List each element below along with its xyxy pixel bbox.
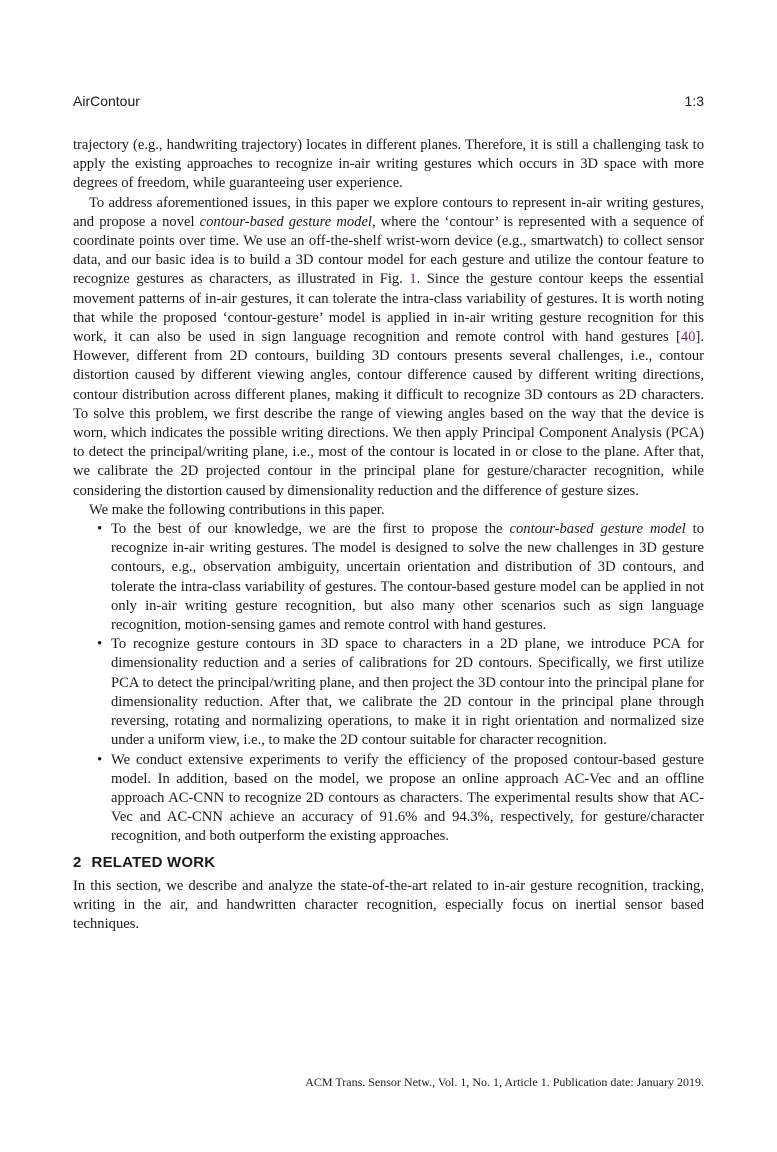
paragraph-2 <box>73 194 704 501</box>
paragraph-4: In this section, we describe and analyze the state-of-the-art related to in-air gesture recognition, tracking, writing in the air, and handwritten character recognition, especially focus on inertial sensor based techniques. <box>73 877 704 932</box>
paragraph-2-emphasis: contour-based gesture model <box>199 213 372 230</box>
list-item: • We conduct extensive experiments to verify the efficiency of the proposed contour-based gesture model. In addition, based on the model, we propose an online approach AC-Vec and an offline approach AC-CNN to recognize 2D contours as characters. The experimental results show that AC-Vec and AC-CNN achieve an accuracy of 91.6% and 94.3%, respectively, for gesture/character recognition, and both outperform the existing approaches. <box>111 751 704 847</box>
paragraph-2-text-c: . Since the gesture contour keeps the essential movement patterns of in-air gestures, it can tolerate the intra-class variability of gestures. It is worth noting that while the proposed ‘contour-gesture’ model is applied in in-air writing gesture recognition for this work, it can also be used in sign language recognition and remote control with hand gestures [ <box>73 271 704 346</box>
figure-reference-link[interactable]: 1 <box>409 271 417 288</box>
paragraph-3: We make the following contributions in this paper. <box>89 501 385 518</box>
bullet-1-emphasis: contour-based gesture model <box>509 521 686 538</box>
section-title: RELATED WORK <box>91 853 216 871</box>
section-number: 2 <box>73 853 82 871</box>
list-item <box>111 520 704 635</box>
paragraph-2-text-b: , where the ‘contour’ is represented with a sequence of coordinate points over time. We use an off-the-shelf wrist-worn device (e.g., smartwatch) to collect sensor data, and our basic idea is to build a 3D contour model for each gesture and utilize the contour feature to recognize gestures as characters, as illustrated in Fig. <box>73 213 704 288</box>
citation-link[interactable]: 40 <box>680 329 696 346</box>
running-header <box>73 93 704 111</box>
page-footer: ACM Trans. Sensor Netw., Vol. 1, No. 1, Article 1. Publication date: January 2019. <box>305 1075 704 1089</box>
section-heading <box>73 853 704 873</box>
contributions-list <box>73 520 704 846</box>
article-body <box>73 136 704 934</box>
header-title: AirContour <box>73 93 140 109</box>
list-item: • To recognize gesture contours in 3D space to characters in a 2D plane, we introduce PCA for dimensionality reduction and a series of calibrations for 2D contours. Specifically, we first utilize PCA to detect the principal/writing plane, and then project the 3D contour into the principal plane for dimensionality reduction. After that, we calibrate the 2D contour in the principal plane through reversing, rotating and normalizing operations, to make it in right orientation and normalized size under a uniform view, i.e., to make the 2D contour suitable for character recognition. <box>111 635 704 750</box>
paragraph-2-text-d: ]. However, different from 2D contours, building 3D contours presents several challenges, i.e., contour distortion caused by different viewing angles, contour difference caused by different writing directions, contour distribution across different planes, making it difficult to recognize 3D contours as 2D characters. To solve this problem, we first describe the range of viewing angles based on the way that the device is worn, which indicates the possible writing directions. We then apply Principal Component Analysis (PCA) to detect the principal/writing plane, i.e., most of the contour is located in or close to the plane. After that, we calibrate the 2D projected contour in the principal plane for gesture/character recognition, while considering the distortion caused by dimensionality reduction and the difference of gesture sizes. <box>73 329 704 499</box>
bullet-1-text-a: To the best of our knowledge, we are the first to propose the <box>111 521 510 538</box>
header-page-number: 1:3 <box>684 93 704 109</box>
bullet-1-text-b: to recognize in-air writing gestures. The model is designed to solve the new challenges in 3D gesture contours, e.g., observation ambiguity, uncertain orientation and distribution of 3D contours, and tolerate the intra-class variability of gestures. The contour-based gesture model can be applied in not only in-air writing gesture recognition, but also many other scenarios such as sign language recognition, motion-sensing games and remote control with hand gestures. <box>111 521 705 634</box>
paragraph-1: trajectory (e.g., handwriting trajectory) locates in different planes. Therefore, it is still a challenging task to apply the existing approaches to recognize in-air writing gestures which occurs in 3D space with more degrees of freedom, while guaranteeing user experience. <box>73 137 704 192</box>
paragraph-2-text-a: To address aforementioned issues, in this paper we explore contours to represent in-air writing gestures, and propose a novel <box>73 194 704 230</box>
